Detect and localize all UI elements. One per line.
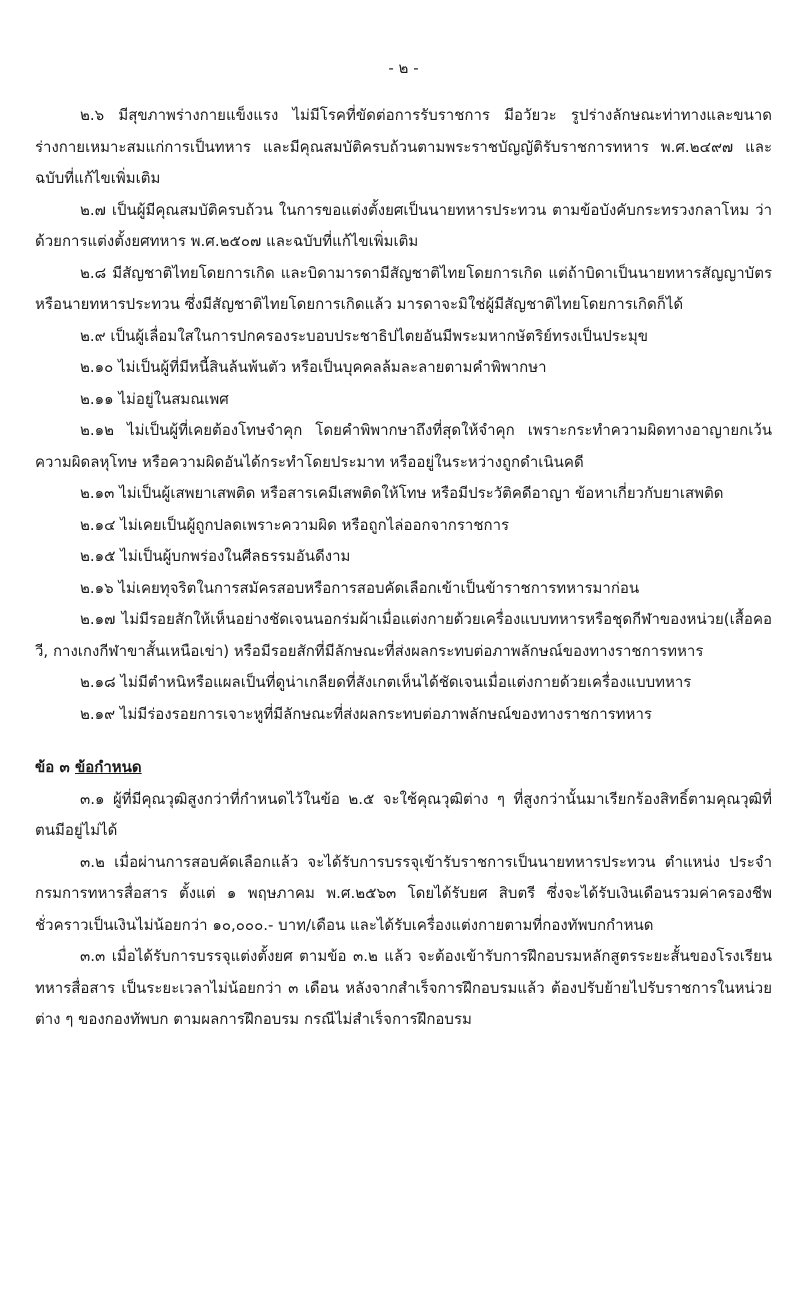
qualification-2-19: ๒.๑๙ ไม่มีร่องรอยการเจาะหูที่มีลักษณะที่ส่งผลกระทบต่อภาพลักษณ์ของทางราชการทหาร xyxy=(80,704,652,723)
qualification-2-14: ๒.๑๔ ไม่เคยเป็นผู้ถูกปลดเพราะความผิด หรือถูกไล่ออกจากราชการ xyxy=(80,515,510,534)
section-3-heading xyxy=(35,752,772,784)
qualification-2-15: ๒.๑๕ ไม่เป็นผู้บกพร่องในศีลธรรมอันดีงาม xyxy=(80,547,351,565)
qualification-2-17: ๒.๑๗ ไม่มีรอยสักให้เห็นอย่างชัดเจนนอกร่มผ้าเมื่อแต่งกายด้วยเครื่องแบบทหารหรือชุดกีฬาของหน่วย(เสื้อคอวี, กางเกงกีฬาขาสั้นเหนือเข่า) หรือมีรอยสักที่มีลักษณะที่ส่งผลกระทบต่อภาพลักษณ์ของทางราชการทหาร xyxy=(35,610,772,660)
qualification-2-10: ๒.๑๐ ไม่เป็นผู้ที่มีหนี้สินล้นพ้นตัว หรือเป็นบุคคลล้มละลายตามคำพิพากษา xyxy=(80,358,547,376)
requirement-3-1: ๓.๑ ผู้ที่มีคุณวุฒิสูงกว่าที่กำหนดไว้ในข้อ ๒.๕ จะใช้คุณวุฒิต่าง ๆ ที่สูงกว่านั้นมาเรียกร้องสิทธิ์ตามคุณวุฒิที่ตนมีอยู่ไม่ได้ xyxy=(35,789,772,839)
requirement-3-3: ๓.๓ เมื่อได้รับการบรรจุแต่งตั้งยศ ตามข้อ ๓.๒ แล้ว จะต้องเข้ารับการฝึกอบรมหลักสูตรระยะสั้นของโรงเรียนทหารสื่อสาร เป็นระยะเวลาไม่น้อยกว่า ๓ เดือน หลังจากสำเร็จการฝึกอบรมแล้ว ต้องปรับย้ายไปรับราชการในหน่วยต่าง ๆ ของกองทัพบก ตามผลการฝึกอบรม กรณีไม่สำเร็จการฝึกอบรม xyxy=(35,947,772,1028)
qualification-2-13: ๒.๑๓ ไม่เป็นผู้เสพยาเสพติด หรือสารเคมีเสพติดให้โทษ หรือมีประวัติคดีอาญา ข้อหาเกี่ยวกับยาเสพติด xyxy=(80,484,724,502)
page-number: - ๒ - xyxy=(388,59,419,77)
section-3-title: ข้อกำหนด xyxy=(74,758,142,776)
requirement-3-2: ๓.๒ เมื่อผ่านการสอบคัดเลือกแล้ว จะได้รับการบรรจุเข้ารับราชการเป็นนายทหารประทวน ตำแหน่ง ประจำ กรมการทหารสื่อสาร ตั้งแต่ ๑ พฤษภาคม พ.ศ.๒๕๖๓ โดยได้รับยศ สิบตรี ซึ่งจะได้รับเงินเดือนรวมค่าครองชีพชั่วคราวเป็นเงินไม่น้อยกว่า ๑๐,๐๐๐.- บาท/เดือน และได้รับเครื่องแต่งกายตามที่กองทัพบกกำหนด xyxy=(35,852,772,934)
section-3-prefix: ข้อ ๓ xyxy=(35,758,70,776)
qualification-2-7: ๒.๗ เป็นผู้มีคุณสมบัติครบถ้วน ในการขอแต่งตั้งยศเป็นนายทหารประทวน ตามข้อบังคับกระทรวงกลาโหม ว่าด้วยการแต่งตั้งยศทหาร พ.ศ.๒๕๐๗ และฉบับที่แก้ไขเพิ่มเติม xyxy=(35,200,772,250)
qualification-2-12: ๒.๑๒ ไม่เป็นผู้ที่เคยต้องโทษจำคุก โดยคำพิพากษาถึงที่สุดให้จำคุก เพราะกระทำความผิดทางอาญายกเว้นความผิดลหุโทษ หรือความผิดอันได้กระทำโดยประมาท หรืออยู่ในระหว่างถูกดำเนินคดี xyxy=(35,421,772,471)
qualification-2-16: ๒.๑๖ ไม่เคยทุจริตในการสมัครสอบหรือการสอบคัดเลือกเข้าเป็นข้าราชการทหารมาก่อน xyxy=(80,578,640,597)
qualification-2-11: ๒.๑๑ ไม่อยู่ในสมณเพศ xyxy=(80,389,229,408)
qualification-2-18: ๒.๑๘ ไม่มีตำหนิหรือแผลเป็นที่ดูน่าเกลียดที่สังเกตเห็นได้ชัดเจนเมื่อแต่งกายด้วยเครื่องแบบทหาร xyxy=(80,673,692,691)
qualification-2-6: ๒.๖ มีสุขภาพร่างกายแข็งแรง ไม่มีโรคที่ขัดต่อการรับราชการ มีอวัยวะ รูปร่างลักษณะท่าทางและขนาดร่างกายเหมาะสมแก่การเป็นทหาร และมีคุณสมบัติครบถ้วนตามพระราชบัญญัติรับราชการทหาร พ.ศ.๒๔๙๗ และฉบับที่แก้ไขเพิ่มเติม xyxy=(35,106,772,187)
qualification-2-9: ๒.๙ เป็นผู้เลื่อมใสในการปกครองระบอบประชาธิปไตยอันมีพระมหากษัตริย์ทรงเป็นประมุข xyxy=(80,326,648,345)
qualification-2-8: ๒.๘ มีสัญชาติไทยโดยการเกิด และบิดามารดามีสัญชาติไทยโดยการเกิด แต่ถ้าบิดาเป็นนายทหารสัญญาบัตร หรือนายทหารประทวน ซึ่งมีสัญชาติไทยโดยการเกิดแล้ว มารดาจะมิใช่ผู้มีสัญชาติไทยโดยการเกิดก็ได้ xyxy=(35,263,772,313)
